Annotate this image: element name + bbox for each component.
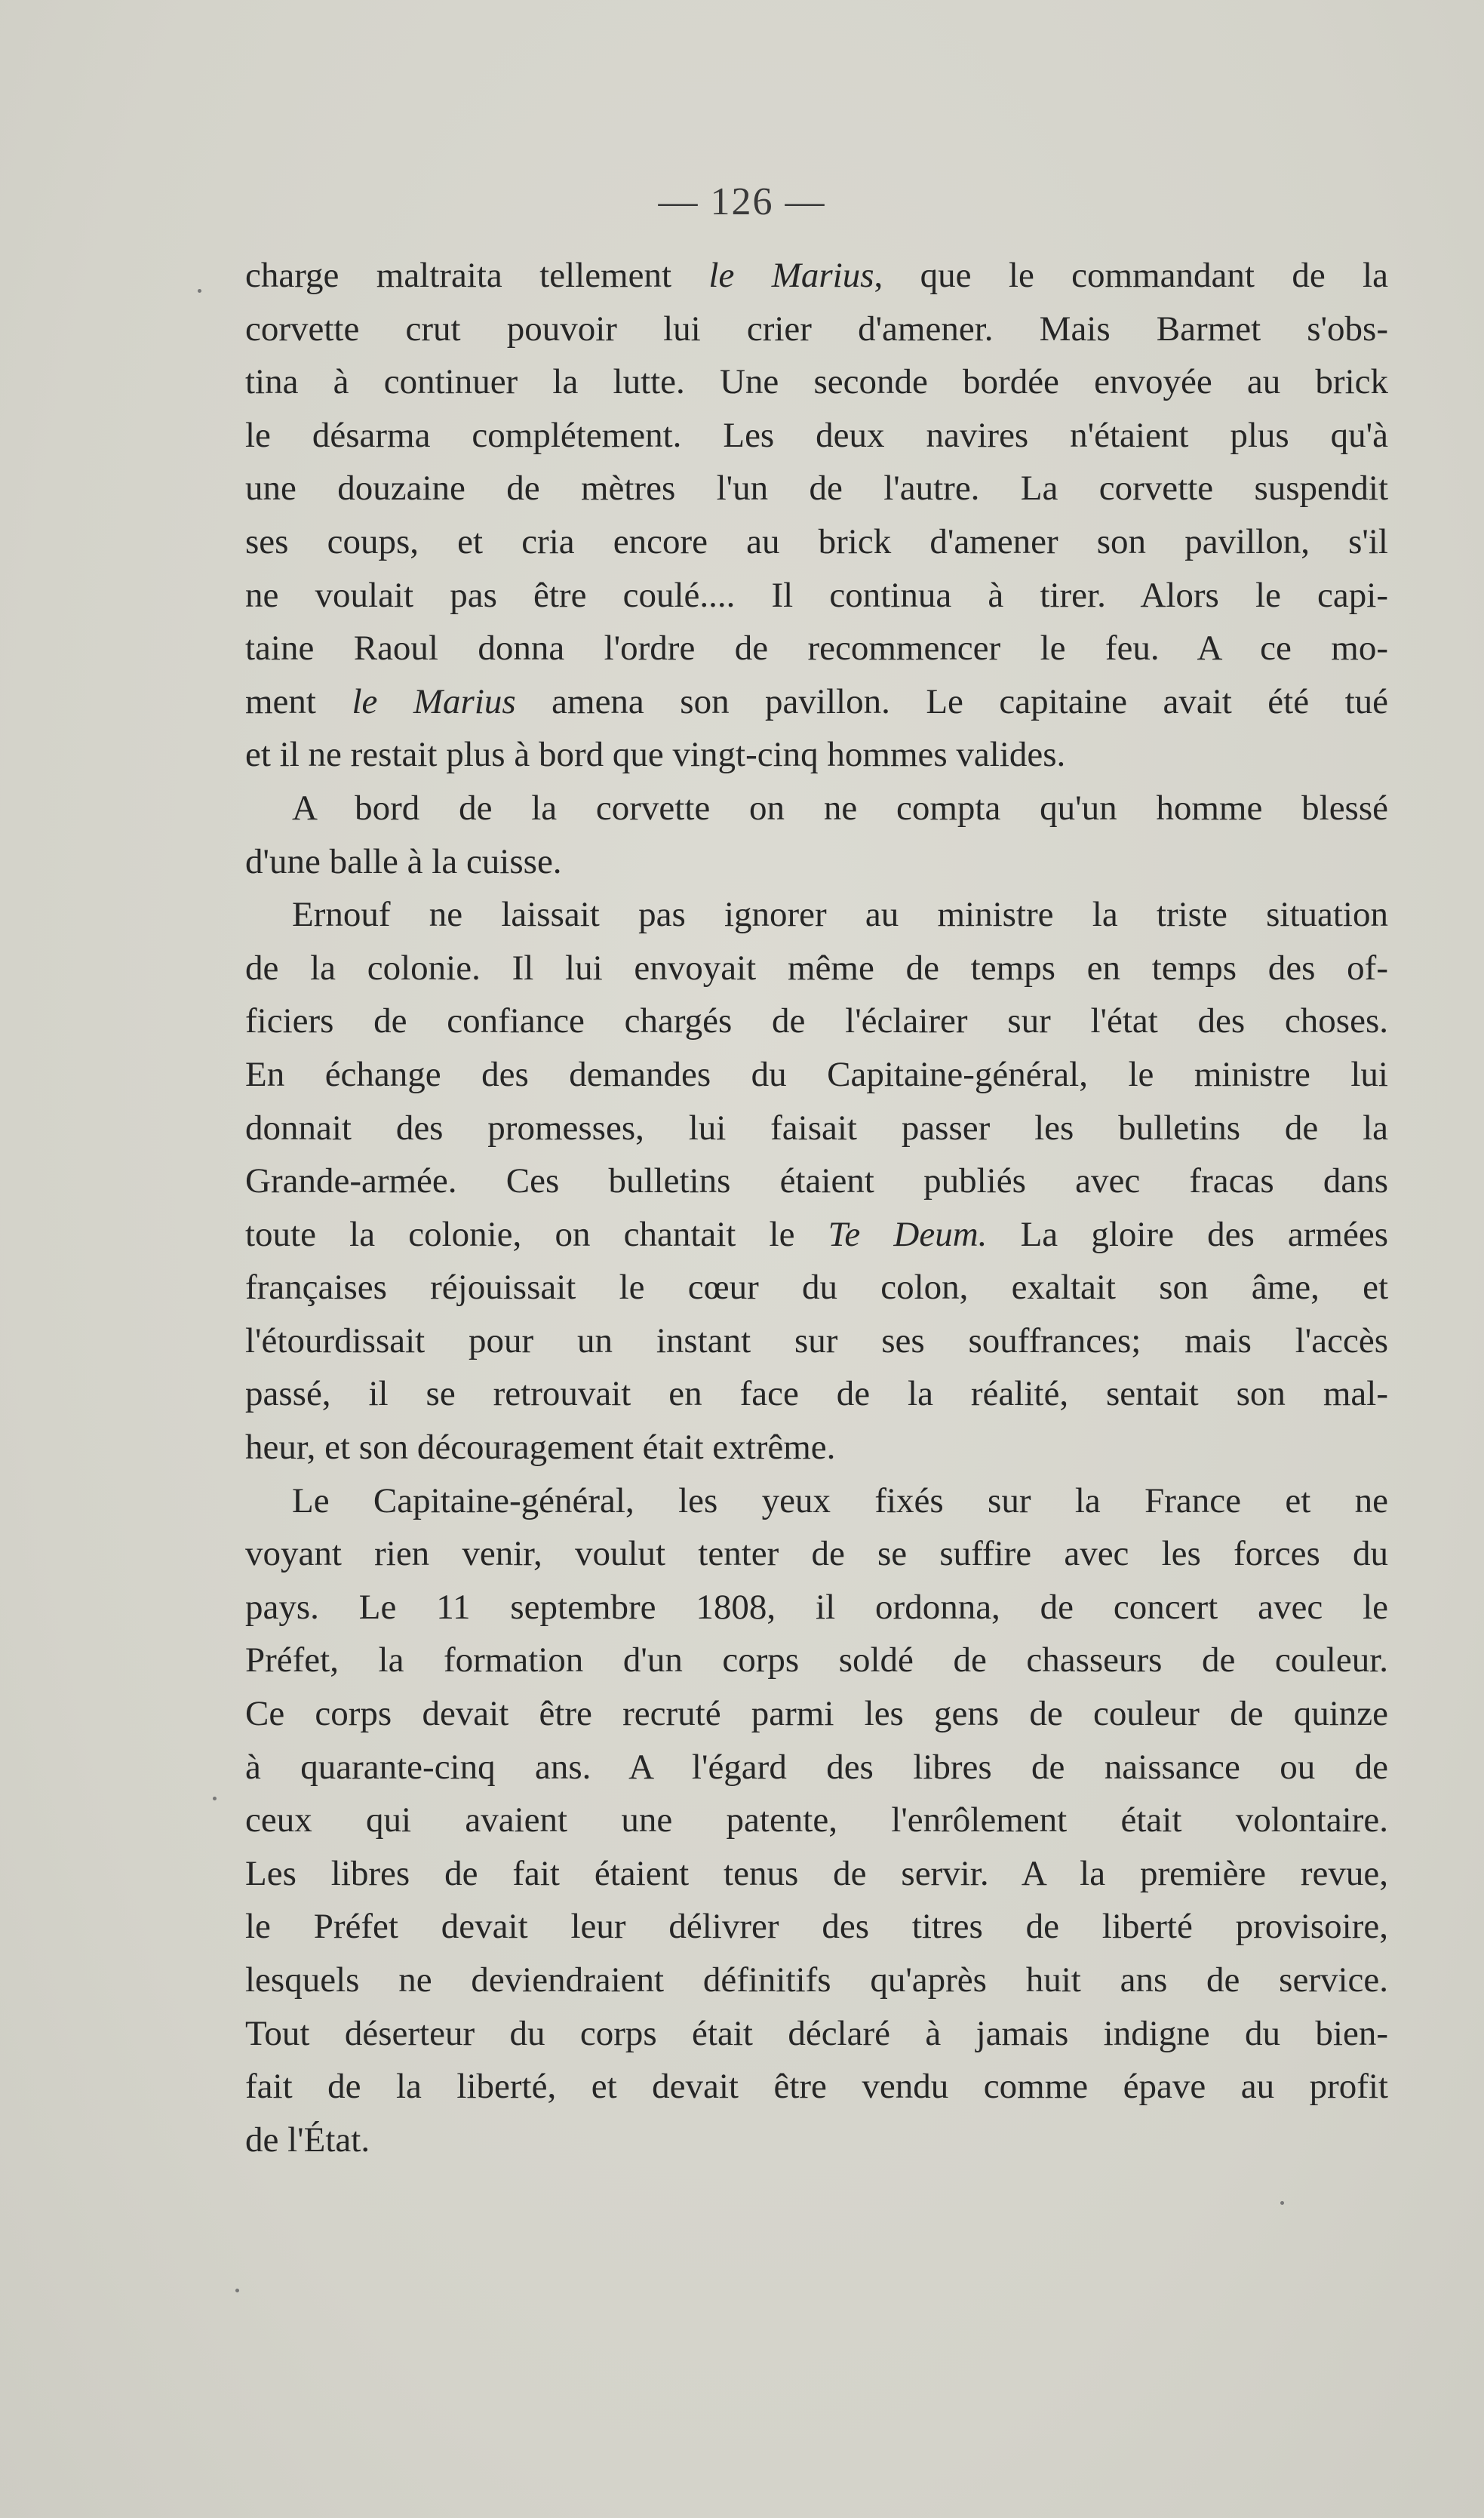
text-run: ficiers de confiance chargés de l'éclairer sur l'état des choses.	[245, 1001, 1388, 1041]
text-run: heur, et son découragement était extrême.	[245, 1428, 836, 1468]
text-line	[245, 675, 1388, 729]
text-line	[245, 942, 1388, 995]
text-line	[245, 1954, 1388, 2007]
text-run: toute la colonie, on chantait le	[245, 1214, 828, 1254]
text-run: Ernouf ne laissait pas ignorer au ministre la triste situation	[292, 895, 1388, 935]
paper-speck	[198, 289, 201, 293]
text-run: fait de la liberté, et devait être vendu comme épave au profit	[245, 2067, 1388, 2107]
text-run: amena son pavillon. Le capitaine avait été tué	[515, 681, 1388, 721]
text-line	[245, 515, 1388, 569]
text-run: le désarma complétement. Les deux navires n'étaient plus qu'à	[245, 415, 1388, 455]
text-run: françaises réjouissait le cœur du colon, exaltait son âme, et	[245, 1268, 1388, 1308]
text-run: de la colonie. Il lui envoyait même de temps en temps des of-	[245, 948, 1388, 988]
text-line	[245, 835, 1388, 889]
text-run: Préfet, la formation d'un corps soldé de chasseurs de couleur.	[245, 1640, 1388, 1680]
body-text	[245, 249, 1388, 2166]
text-run: A bord de la corvette on ne compta qu'un homme blessé	[292, 788, 1388, 828]
text-line	[245, 1687, 1388, 1741]
paper-speck	[213, 1797, 217, 1800]
italic-text-run: le Marius	[352, 681, 516, 721]
text-line	[245, 1581, 1388, 1634]
text-line	[245, 2114, 1388, 2167]
text-run: le Préfet devait leur délivrer des titres de liberté provisoire,	[245, 1907, 1388, 1947]
text-line	[245, 409, 1388, 463]
italic-text-run: Te Deum.	[828, 1214, 988, 1254]
text-run: d'une balle à la cuisse.	[245, 841, 562, 881]
text-line	[245, 1741, 1388, 1794]
text-line	[245, 1367, 1388, 1421]
text-line	[245, 249, 1388, 303]
text-run: ne voulait pas être coulé.... Il continua à tirer. Alors le capi-	[245, 575, 1388, 615]
text-run: Les libres de fait étaient tenus de servir. A la première revue,	[245, 1853, 1388, 1893]
text-run: lesquels ne deviendraient définitifs qu'après huit ans de service.	[245, 1960, 1388, 2000]
text-line	[245, 782, 1388, 835]
text-line	[245, 462, 1388, 515]
paper-speck	[235, 2289, 239, 2292]
text-line	[245, 1527, 1388, 1581]
text-line	[245, 1314, 1388, 1368]
text-run: La gloire des armées	[987, 1214, 1388, 1254]
text-line	[245, 1900, 1388, 1954]
text-run: Grande-armée. Ces bulletins étaient publiés avec fracas dans	[245, 1161, 1388, 1201]
text-run: passé, il se retrouvait en face de la réalité, sentait son mal-	[245, 1374, 1388, 1414]
text-run: à quarante-cinq ans. A l'égard des libres de naissance ou de	[245, 1747, 1388, 1787]
text-line	[245, 1847, 1388, 1901]
text-run: l'étourdissait pour un instant sur ses souffrances; mais l'accès	[245, 1320, 1388, 1360]
text-line	[245, 1794, 1388, 1847]
text-run: , que le commandant de la	[874, 256, 1388, 295]
text-line	[245, 1261, 1388, 1314]
paper-speck	[1280, 2201, 1284, 2205]
text-run: donnait des promesses, lui faisait passer les bulletins de la	[245, 1108, 1388, 1148]
text-run: Ce corps devait être recruté parmi les gens de couleur de quinze	[245, 1694, 1388, 1734]
text-run: taine Raoul donna l'ordre de recommencer le feu. A ce mo-	[245, 629, 1388, 669]
text-line	[245, 1421, 1388, 1474]
italic-text-run: le Marius	[708, 256, 874, 295]
text-line	[245, 622, 1388, 675]
text-line	[245, 728, 1388, 782]
page-number: — 126 —	[658, 180, 826, 223]
text-run: pays. Le 11 septembre 1808, il ordonna, de concert avec le	[245, 1587, 1388, 1627]
text-run: Tout déserteur du corps était déclaré à jamais indigne du bien-	[245, 2013, 1388, 2053]
text-run: de l'État.	[245, 2120, 370, 2160]
text-run: voyant rien venir, voulut tenter de se suffire avec les forces du	[245, 1534, 1388, 1574]
text-line	[245, 1048, 1388, 1102]
text-line	[245, 1102, 1388, 1155]
text-line	[245, 888, 1388, 942]
text-line	[245, 1154, 1388, 1208]
text-run: ceux qui avaient une patente, l'enrôlement était volontaire.	[245, 1800, 1388, 1840]
text-run: corvette crut pouvoir lui crier d'amener. Mais Barmet s'obs-	[245, 309, 1388, 349]
text-line	[245, 355, 1388, 409]
text-line	[245, 2007, 1388, 2061]
text-run: En échange des demandes du Capitaine-général, le ministre lui	[245, 1054, 1388, 1094]
text-run: ment	[245, 681, 352, 721]
text-line	[245, 303, 1388, 356]
text-run: ses coups, et cria encore au brick d'amener son pavillon, s'il	[245, 521, 1388, 561]
text-run: Le Capitaine-général, les yeux fixés sur la France et ne	[292, 1480, 1388, 1520]
text-line	[245, 569, 1388, 623]
text-line	[245, 995, 1388, 1048]
text-line	[245, 2060, 1388, 2114]
text-line	[245, 1208, 1388, 1262]
text-run: une douzaine de mètres l'un de l'autre. La corvette suspendit	[245, 469, 1388, 509]
text-line	[245, 1474, 1388, 1528]
text-run: tina à continuer la lutte. Une seconde bordée envoyée au brick	[245, 362, 1388, 402]
text-run: et il ne restait plus à bord que vingt-cinq hommes valides.	[245, 735, 1066, 775]
text-run: charge maltraita tellement	[245, 256, 709, 295]
text-line	[245, 1634, 1388, 1687]
